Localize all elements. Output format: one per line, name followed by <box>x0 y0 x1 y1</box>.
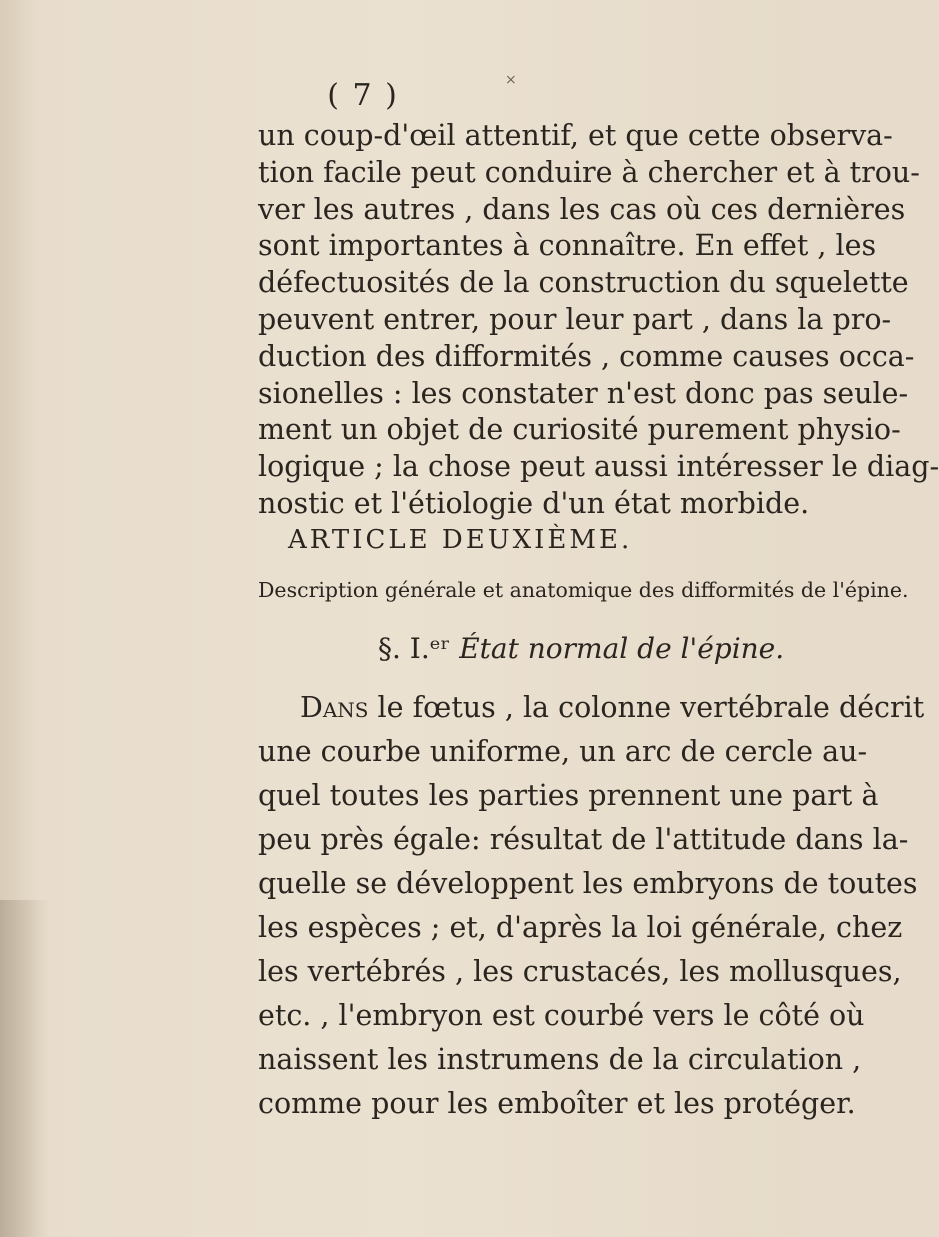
text-line: défectuosités de la construction du squelette <box>258 266 909 300</box>
text-line-first <box>300 690 925 726</box>
text-line: sont importantes à connaître. En effet , les <box>258 229 877 263</box>
article-heading: ARTICLE DEUXIÈME. <box>288 525 633 555</box>
text-line: peuvent entrer, pour leur part , dans la pro- <box>258 303 892 336</box>
ink-speck: × <box>505 72 517 88</box>
section-number: §. I.ᵉʳ <box>378 632 451 665</box>
text-line: nostic et l'étiologie d'un état morbide. <box>258 487 810 520</box>
text-line: sionelles : les constater n'est donc pas seule- <box>258 376 909 410</box>
text-line-rest: le fœtus , la colonne vertébrale décrit <box>368 691 925 724</box>
text-line: un coup-d'œil attentif, et que cette observa- <box>258 119 893 152</box>
page-edge-shadow <box>0 900 50 1237</box>
text-line: etc. , l'embryon est courbé vers le côté où <box>258 999 865 1032</box>
text-line: les espèces ; et, d'après la loi générale, chez <box>258 911 903 944</box>
text-line: ment un objet de curiosité purement physio- <box>258 413 901 447</box>
text-line: comme pour les emboîter et les protéger. <box>258 1087 856 1120</box>
text-line: duction des difformités , comme causes occa- <box>258 339 915 373</box>
text-line: naissent les instrumens de la circulation , <box>258 1043 862 1076</box>
section-title: État normal de l'épine. <box>459 632 785 665</box>
text-line: ver les autres , dans les cas où ces dernières <box>258 192 906 226</box>
article-subheading: Description générale et anatomique des difformités de l'épine. <box>258 578 909 602</box>
text-line: une courbe uniforme, un arc de cercle au- <box>258 735 868 768</box>
text-line: peu près égale: résultat de l'attitude dans la- <box>258 823 909 856</box>
text-line: quel toutes les parties prennent une part à <box>258 779 879 812</box>
text-line: tion facile peut conduire à chercher et à trou- <box>258 155 920 189</box>
text-line: quelle se développent les embryons de toutes <box>258 867 918 900</box>
drop-cap-word: Dans <box>300 691 369 724</box>
section-heading <box>378 632 785 665</box>
page-number: ( 7 ) <box>327 78 399 113</box>
text-line: les vertébrés , les crustacés, les mollusques, <box>258 955 902 988</box>
text-line: logique ; la chose peut aussi intéresser le diag- <box>258 450 939 484</box>
